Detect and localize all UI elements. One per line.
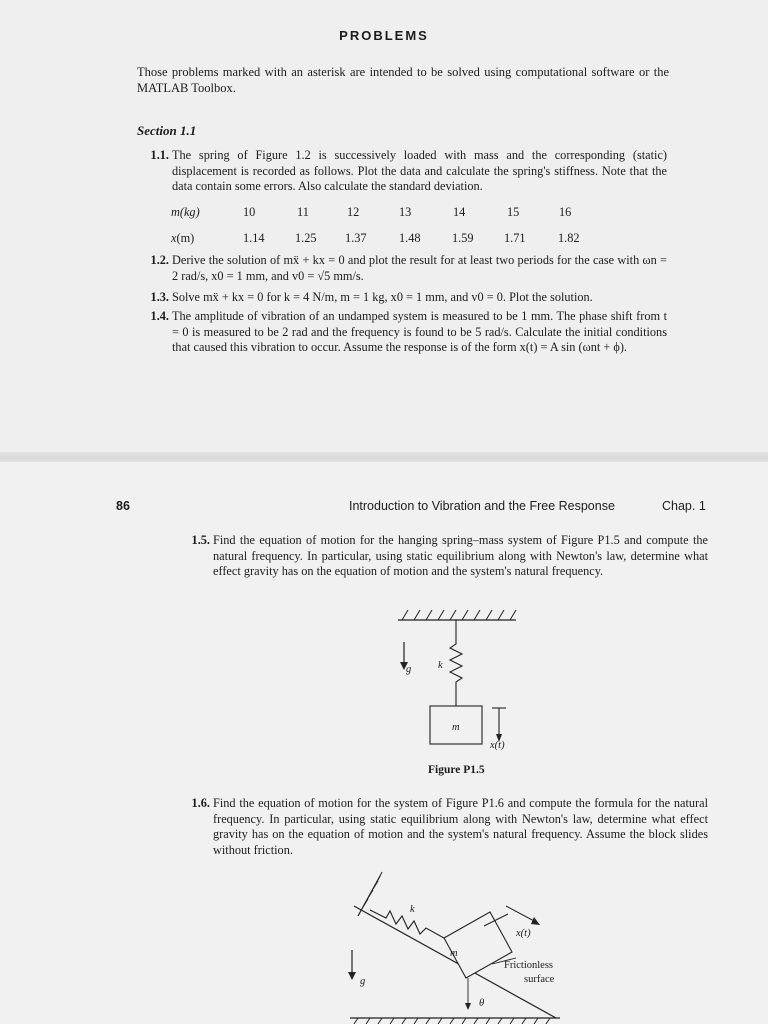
mass-value: 14 (453, 205, 466, 219)
problem-number: 1.6. (191, 796, 210, 810)
page-number: 86 (116, 499, 130, 513)
label-k: k (438, 660, 443, 671)
label-g: g (360, 976, 366, 987)
figure-p1-5-diagram (390, 606, 530, 756)
mass-value: 15 (507, 205, 520, 219)
label-x: x(t) (516, 928, 531, 939)
disp-value: 1.71 (504, 231, 526, 245)
problem-text: The spring of Figure 1.2 is successively loaded with mass and the corresponding (static) displacement is recorded as follows. Plot the data and calculate the spring's stiffness. Note that the data contain some errors. Also calculate the standard deviation. (172, 148, 667, 193)
disp-value: 1.25 (295, 231, 317, 245)
problem-number: 1.5. (191, 533, 210, 547)
label-g: g (406, 664, 412, 675)
problem-number: 1.3. (150, 290, 169, 304)
disp-value: 1.82 (558, 231, 580, 245)
label-frictionless: Frictionless (504, 960, 553, 971)
problem-text: The amplitude of vibration of an undamped system is measured to be 1 mm. The phase shift from t = 0 is measured to be 2 rad and the frequency is found to be 5 rad/s. Calculate the initial conditions that caused this vibration to occur. Assume the response is of the form x(t) = A sin (ωnt + ϕ). (172, 309, 667, 354)
disp-value: 1.48 (399, 231, 421, 245)
section-title: Section 1.1 (137, 123, 197, 138)
mass-value: 12 (347, 205, 360, 219)
intro-paragraph: Those problems marked with an asterisk are intended to be solved using computational software or the MATLAB Toolbox. (137, 65, 669, 95)
problem-number: 1.2. (150, 253, 169, 267)
disp-value: 1.37 (345, 231, 367, 245)
label-m: m (452, 722, 460, 733)
problem-1-6 (178, 796, 708, 858)
problem-number: 1.4. (150, 309, 169, 323)
problem-1-3 (137, 290, 667, 306)
problem-text: Derive the solution of mẍ + kx = 0 and plot the result for at least two periods for the case with ωn = 2 rad/s, x0 = 1 mm, and v0 = √5 mm/s. (172, 253, 667, 283)
problem-1-1 (137, 148, 667, 195)
figure-caption: Figure P1.5 (428, 764, 485, 776)
chapter-label: Chap. 1 (662, 499, 706, 513)
disp-value: 1.14 (243, 231, 265, 245)
problem-text: Find the equation of motion for the hanging spring–mass system of Figure P1.5 and compute the natural frequency. In particular, using static equilibrium along with Newton's law, determine what effect gravity has on the equation of motion and the system's natural frequency. (213, 533, 708, 578)
problem-text: Find the equation of motion for the system of Figure P1.6 and compute the formula for the natural frequency. In particular, using static equilibrium along with Newton's law, determine what effect gravity has on the equation of motion and the system's natural frequency. Assume the block slides without friction. (213, 796, 708, 857)
mass-value: 11 (297, 205, 309, 219)
label-k: k (410, 904, 415, 915)
figure-p1-6-diagram (340, 866, 570, 1024)
problem-1-4 (137, 309, 667, 356)
problems-heading: PROBLEMS (339, 28, 429, 43)
problem-number: 1.1. (150, 148, 169, 162)
problem-1-5 (178, 533, 708, 580)
label-surface: surface (524, 974, 555, 985)
mass-value: 10 (243, 205, 256, 219)
label-theta: θ (479, 998, 485, 1009)
disp-label: x(m) (171, 231, 195, 245)
disp-value: 1.59 (452, 231, 474, 245)
problem-text: Solve mẍ + kx = 0 for k = 4 N/m, m = 1 kg, x0 = 1 mm, and v0 = 0. Plot the solution. (172, 290, 593, 304)
running-title: Introduction to Vibration and the Free Response (349, 499, 615, 513)
mass-value: 16 (559, 205, 572, 219)
label-m: m (450, 948, 458, 959)
mass-label: m(kg) (171, 205, 200, 219)
problem-1-2 (137, 253, 667, 284)
label-x: x(t) (490, 740, 505, 751)
mass-value: 13 (399, 205, 412, 219)
